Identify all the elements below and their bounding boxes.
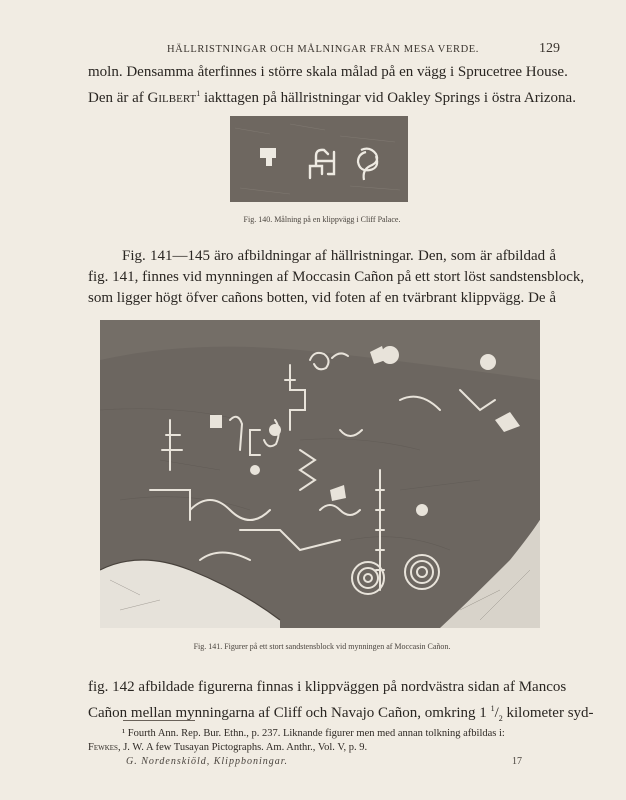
figure-140-caption: Fig. 140. Målning på en klippvägg i Cliff Palace. [243, 215, 401, 224]
paragraph-3-line-2: Cañon mellan mynningarna af Cliff och Navajo Cañon, omkring 1 $^1/_2$ kilometer syd- [88, 704, 594, 723]
painting-illustration [230, 116, 408, 202]
paragraph-1 [88, 62, 576, 109]
paragraph-2-line-1: Fig. 141—145 äro afbildningar af hällristningar. Den, som är afbildad å [122, 248, 556, 264]
paragraph-1-line-1: moln. Densamma återfinnes i större skala målad på en vägg i Sprucetree House. [88, 64, 568, 80]
footnote [88, 727, 556, 755]
text-fragment: , J. W. A few Tusayan Pictographs. Am. Anthr., Vol. V, p. 9. [117, 742, 368, 753]
figure-141-petroglyphs [100, 320, 540, 628]
author-name: Gilbert [147, 90, 197, 106]
footnote-line-2 [88, 741, 556, 755]
text-fragment: kilometer syd- [502, 705, 594, 721]
footnote-line-1: ¹ Fourth Ann. Rep. Bur. Ethn., p. 237. Liknande figurer men med annan tolkning afbildas i: [122, 728, 505, 739]
text-fragment: Cañon mellan mynningarna af Cliff och Navajo Cañon, omkring 1 [88, 705, 487, 721]
text-fragment: Den är af [88, 90, 148, 106]
paragraph-3-line-1: fig. 142 afbildade figurerna finnas i klippväggen på nordvästra sidan af Mancos [88, 679, 567, 695]
author-name: Fewkes [88, 742, 118, 753]
paragraph-2-line-3: som ligger högt öfver cañons botten, vid foten af en tvärbrant klippvägg. De å [88, 290, 556, 306]
page-number: 129 [539, 41, 560, 56]
footnote-marker: 1 [196, 89, 201, 98]
fraction-numerator: 1 [490, 704, 495, 713]
text-fragment: iakttagen på hällristningar vid Oakley Springs i östra Arizona. [200, 90, 576, 106]
petroglyph-illustration [100, 320, 540, 628]
paragraph-3 [88, 677, 594, 729]
printer-signature: G. Nordenskiöld, Klippboningar. [126, 756, 289, 767]
paragraph-2-line-2: fig. 141, finnes vid mynningen af Moccasin Cañon på ett stort löst sandstensblock, [88, 269, 585, 285]
footnote-divider [123, 720, 195, 721]
paragraph-2 [88, 246, 585, 309]
paragraph-1-line-2 [88, 83, 576, 109]
figure-141-caption: Fig. 141. Figurer på ett stort sandstensblock vid mynningen af Moccasin Cañon. [193, 642, 451, 651]
figure-140-painting [230, 116, 408, 202]
running-head: HÄLLRISTNINGAR OCH MÅLNINGAR FRÅN MESA VERDE. [166, 44, 480, 55]
sheet-number: 17 [512, 756, 522, 767]
fraction-denominator: 2 [498, 714, 503, 723]
